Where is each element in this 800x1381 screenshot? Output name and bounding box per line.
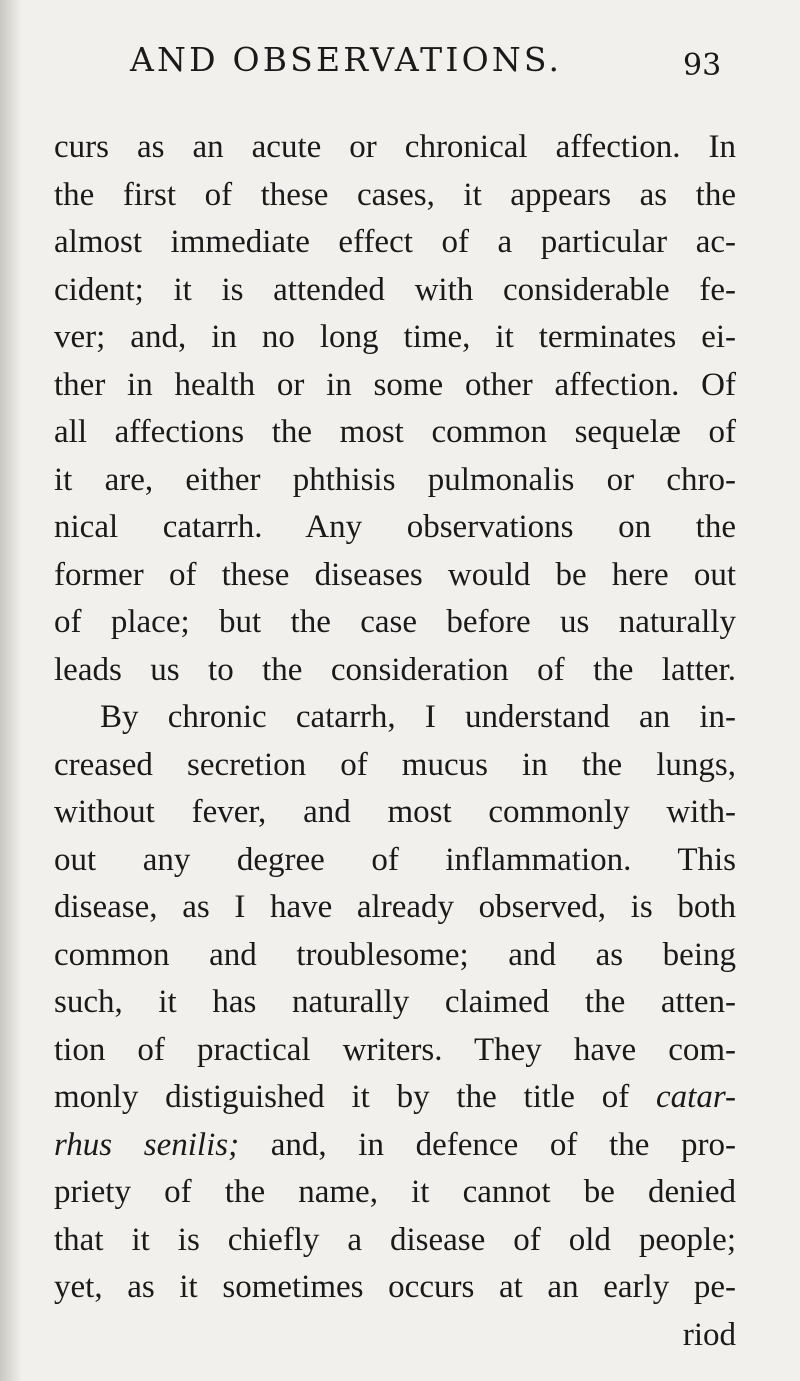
page-gutter-shadow bbox=[0, 0, 22, 1381]
text-line-with-italic bbox=[54, 1074, 736, 1122]
running-title: AND OBSERVATIONS. bbox=[130, 40, 563, 79]
text-segment: and, in defence of the pro- bbox=[270, 1126, 736, 1163]
text-line-with-italic bbox=[54, 1122, 736, 1170]
text-line: without fever, and most commonly with- bbox=[54, 794, 736, 830]
text-line: that it is chiefly a disease of old people; bbox=[54, 1221, 736, 1258]
text-line: nical catarrh. Any observations on the bbox=[54, 509, 736, 545]
text-line: ther in health or in some other affection. Of bbox=[54, 366, 736, 403]
italic-term: rhus senilis; bbox=[54, 1126, 240, 1163]
text-line: By chronic catarrh, I understand an in- bbox=[100, 699, 736, 735]
body-text bbox=[54, 124, 736, 1359]
text-line: all affections the most common sequelæ of bbox=[54, 414, 736, 450]
text-line: such, it has naturally claimed the atten- bbox=[54, 984, 736, 1020]
page-number: 93 bbox=[683, 48, 722, 83]
page-header bbox=[0, 32, 800, 92]
text-line: it are, either phthisis pulmonalis or chro- bbox=[54, 461, 736, 498]
text-line: curs as an acute or chronical affection. In bbox=[54, 129, 736, 165]
text-line: the first of these cases, it appears as the bbox=[54, 176, 736, 213]
text-line: priety of the name, it cannot be denied bbox=[54, 1174, 736, 1210]
text-line: of place; but the case before us naturally bbox=[54, 604, 736, 640]
text-line: disease, as I have already observed, is both bbox=[54, 889, 736, 925]
text-line: ver; and, in no long time, it terminates ei- bbox=[54, 319, 736, 355]
text-line: leads us to the consideration of the latter. bbox=[54, 651, 736, 688]
text-line: creased secretion of mucus in the lungs, bbox=[54, 746, 736, 783]
text-line: tion of practical writers. They have com- bbox=[54, 1031, 736, 1068]
catchword: riod bbox=[682, 1316, 736, 1353]
text-line: out any degree of inflammation. This bbox=[54, 841, 736, 878]
text-segment: monly distiguished it by the title of bbox=[54, 1079, 630, 1115]
text-line: almost immediate effect of a particular ac- bbox=[54, 224, 736, 260]
text-line: yet, as it sometimes occurs at an early pe- bbox=[54, 1269, 736, 1305]
text-line: common and troublesome; and as being bbox=[54, 936, 736, 973]
text-line: former of these diseases would be here out bbox=[54, 556, 736, 593]
text-line: cident; it is attended with considerable fe- bbox=[54, 271, 736, 308]
italic-term: catar- bbox=[656, 1079, 736, 1115]
